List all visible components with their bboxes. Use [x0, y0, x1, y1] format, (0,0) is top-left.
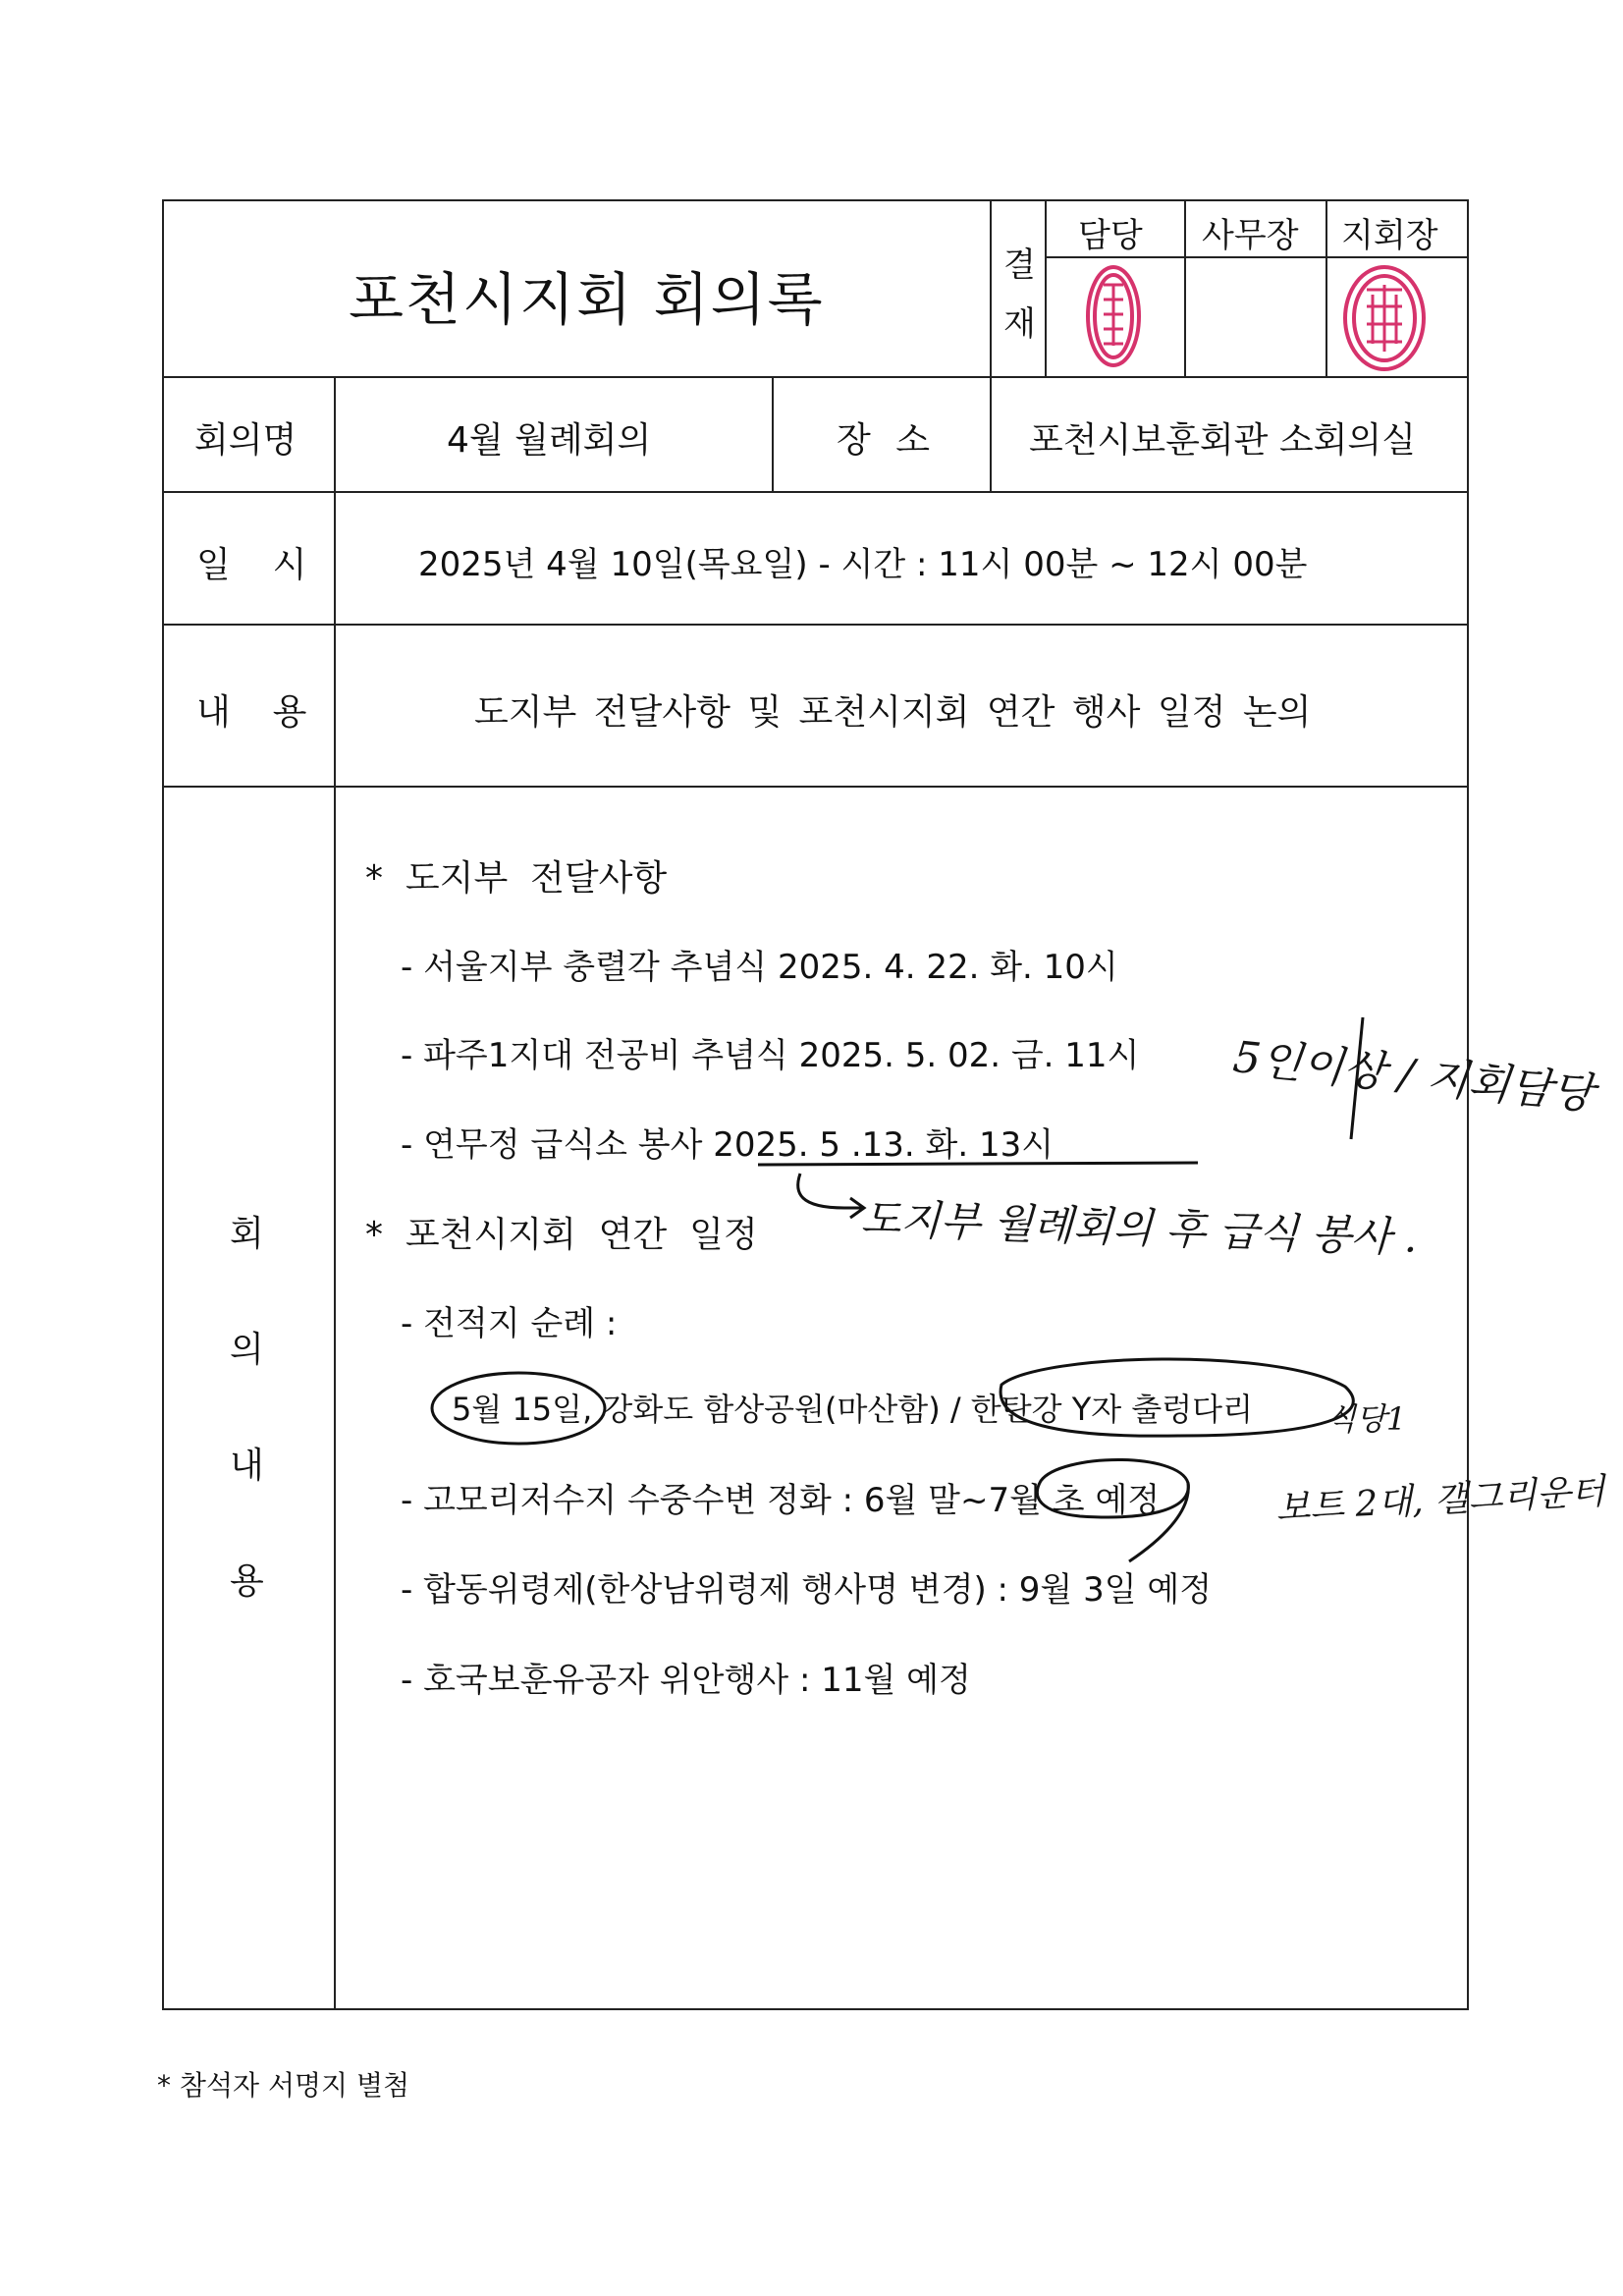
minutes-label-char-2: 의 — [230, 1330, 264, 1370]
agenda-item-gomori: - 고모리저수지 수중수변 정화 : 6월 말~7월 초 예정 — [401, 1481, 1161, 1520]
approval-label-top: 결 — [1003, 246, 1036, 285]
approval-label-bottom: 재 — [1003, 304, 1036, 344]
datetime-value: 2025년 4월 10일(목요일) - 시간 : 11시 00분 ~ 12시 00분 — [418, 545, 1308, 584]
handwritten-note-paju: 5인이상 / 지회담당 — [1230, 1031, 1596, 1121]
agenda-item-yeonmujeong: - 연무정 급식소 봉사 2025. 5 .13. 화. 13시 — [401, 1125, 1055, 1165]
handwritten-circle-season — [1037, 1460, 1188, 1517]
meeting-name-label: 회의명 — [194, 420, 298, 461]
minutes-label-char-3: 내 — [230, 1446, 264, 1486]
section-heading-province: * 도지부 전달사항 — [365, 858, 668, 899]
handwritten-note-restaurant: 식당1 — [1325, 1400, 1407, 1438]
role-staff: 담당 — [1078, 216, 1143, 255]
agenda-item-veterans: - 호국보훈유공자 위안행사 : 11월 예정 — [401, 1661, 971, 1700]
handwritten-arrow — [798, 1174, 862, 1208]
agenda-item-paju: - 파주1지대 전공비 추념식 2025. 5. 02. 금. 11시 — [401, 1036, 1140, 1075]
minutes-label-char-1: 회 — [230, 1214, 264, 1254]
datetime-label: 일 시 — [196, 545, 307, 585]
seal-stamp-chief — [1345, 267, 1424, 369]
footer-note: * 참석자 서명지 별첨 — [157, 2069, 410, 2102]
handwritten-slash — [1351, 1017, 1363, 1139]
seal-stamp-staff — [1088, 267, 1139, 365]
place-value: 포천시보훈회관 소회의실 — [1029, 420, 1416, 461]
content-label: 내 용 — [196, 692, 307, 733]
agenda-item-seoul: - 서울지부 충렬각 추념식 2025. 4. 22. 화. 10시 — [401, 948, 1118, 987]
meeting-name-value: 4월 월례회의 — [447, 420, 652, 461]
minutes-label-char-4: 용 — [230, 1561, 264, 1602]
agenda-item-memorial: - 합동위령제(한상남위령제 행사명 변경) : 9월 3일 예정 — [401, 1570, 1213, 1610]
agenda-item-battlefield: - 전적지 순례 : — [401, 1304, 618, 1343]
handwritten-circle-date — [432, 1373, 605, 1444]
role-chief: 지회장 — [1341, 216, 1438, 255]
section-heading-annual: * 포천시지회 연간 일정 — [365, 1215, 758, 1255]
content-value: 도지부 전달사항 및 포천시지회 연간 행사 일정 논의 — [474, 692, 1312, 733]
document-title: 포천시지회 회의록 — [349, 266, 825, 333]
handwritten-underline — [758, 1163, 1198, 1165]
agenda-item-battlefield-detail: 5월 15일, 강화도 함상공원(마산함) / 한탄강 Y자 출렁다리 — [452, 1391, 1253, 1428]
handwritten-note-boats: 보트 2대, 갤그리운터 — [1274, 1471, 1606, 1529]
handwritten-circle-bridge — [1001, 1359, 1353, 1436]
handwritten-note-service: 도지부 월례회의 후 급식 봉사 . — [860, 1193, 1419, 1262]
role-secretary: 사무장 — [1202, 216, 1299, 255]
place-label: 장 소 — [837, 420, 930, 461]
